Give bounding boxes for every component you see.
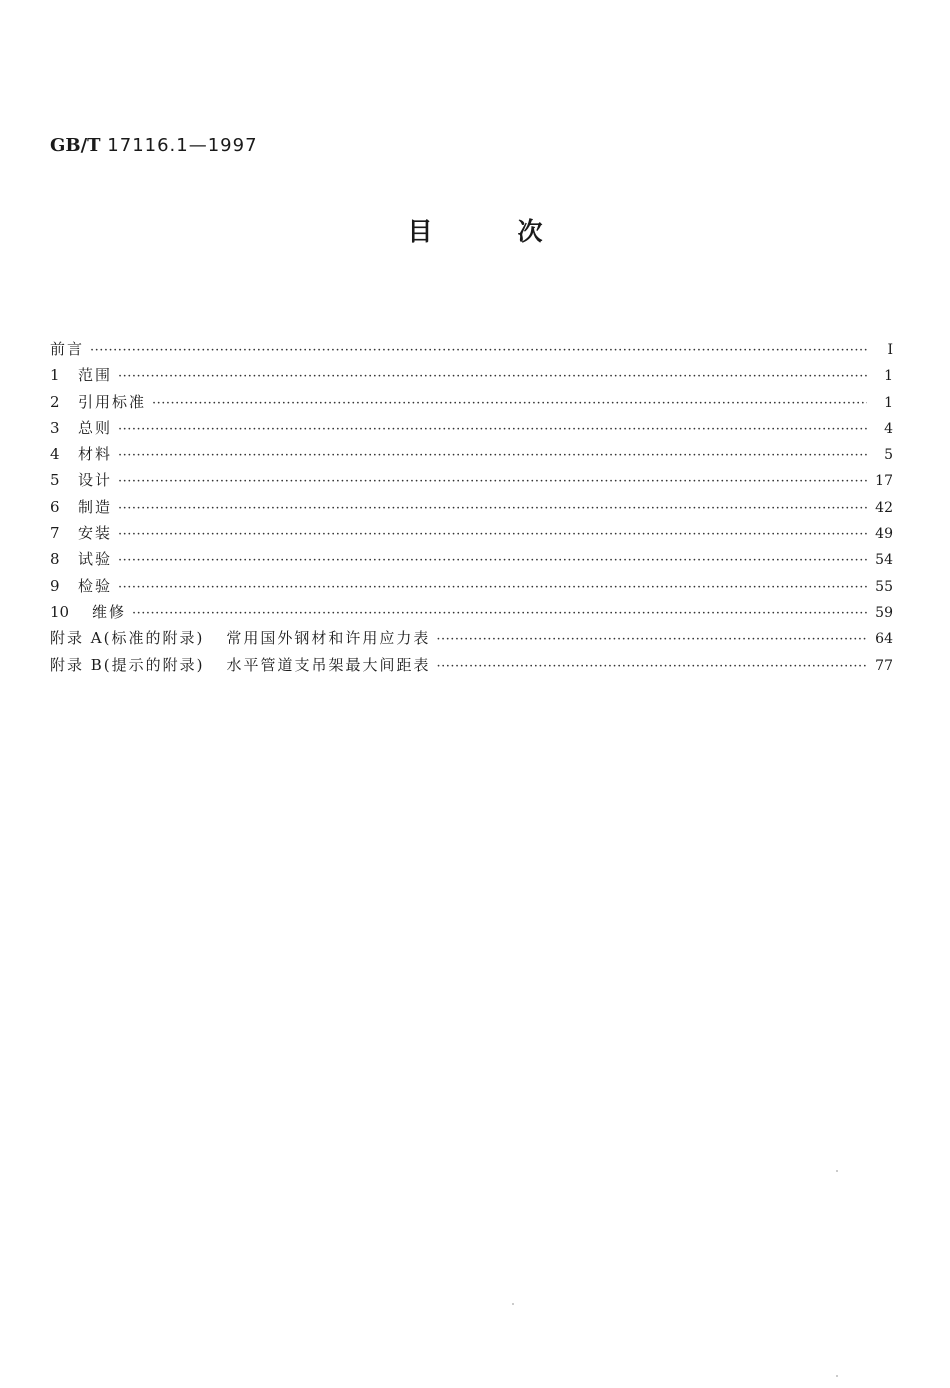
toc-label: 安装: [78, 524, 113, 543]
scan-speck: [836, 1375, 838, 1377]
toc-page: 42: [875, 499, 893, 516]
toc-entry-1[interactable]: [50, 362, 893, 388]
toc-page: 17: [875, 473, 893, 490]
toc-entry-9[interactable]: [50, 573, 893, 599]
toc-number: 10: [50, 602, 70, 621]
toc-page: 4: [884, 420, 893, 437]
toc-leader: [90, 338, 867, 364]
toc-leader: [437, 654, 867, 680]
toc-leader: [436, 627, 867, 653]
toc-label: 附录 A(标准的附录): [50, 629, 205, 648]
toc-number: 3: [50, 418, 60, 437]
toc-label: 前言: [50, 340, 85, 358]
toc-number: 7: [50, 524, 60, 543]
toc-subtitle: 水平管道支吊架最大间距表: [226, 655, 431, 674]
page-title-char-1: 目: [407, 217, 433, 246]
toc-number: 8: [50, 550, 60, 569]
toc-entry-4[interactable]: [50, 441, 893, 467]
toc-page: 77: [875, 657, 893, 674]
scan-speck: [836, 1170, 838, 1172]
toc-number: 5: [50, 471, 60, 490]
toc-entry-3[interactable]: [50, 415, 893, 441]
toc-leader: [118, 469, 867, 495]
toc-label: 维修: [92, 602, 127, 621]
standard-prefix: GB/T: [50, 135, 101, 156]
toc-subtitle: 常用国外钢材和许用应力表: [226, 629, 431, 648]
toc-page: 54: [875, 552, 893, 569]
toc-leader: [118, 364, 867, 390]
standard-number: 17116.1—1997: [107, 135, 258, 156]
toc-label: 引用标准: [78, 392, 147, 411]
toc-number: 1: [50, 366, 60, 385]
toc-leader: [118, 496, 867, 522]
toc-entry-appendix-a[interactable]: [50, 625, 893, 651]
toc-page: I: [887, 342, 893, 358]
toc-page: 5: [884, 447, 893, 464]
toc-label: 附录 B(提示的附录): [50, 655, 205, 674]
toc-leader: [118, 575, 867, 601]
toc-leader: [152, 391, 867, 417]
table-of-contents: [50, 336, 893, 678]
toc-page: 59: [875, 604, 893, 621]
toc-entry-foreword[interactable]: [50, 336, 893, 362]
toc-label: 范围: [78, 366, 113, 385]
toc-entry-10[interactable]: [50, 599, 893, 625]
toc-label: 材料: [78, 445, 113, 464]
toc-entry-appendix-b[interactable]: [50, 652, 893, 678]
toc-leader: [132, 601, 867, 627]
toc-entry-7[interactable]: [50, 520, 893, 546]
page-title-char-2: 次: [517, 217, 543, 246]
toc-label: 总则: [78, 418, 113, 437]
toc-page: 1: [884, 368, 893, 385]
toc-entry-5[interactable]: [50, 467, 893, 493]
toc-label: 设计: [78, 471, 113, 490]
page-title: [0, 212, 950, 248]
toc-number: 2: [50, 392, 60, 411]
toc-page: 49: [875, 526, 893, 543]
toc-number: 6: [50, 497, 60, 516]
toc-leader: [118, 548, 867, 574]
toc-label: 试验: [78, 550, 113, 569]
toc-entry-8[interactable]: [50, 546, 893, 572]
toc-page: 1: [884, 394, 893, 411]
standard-code: [50, 135, 258, 156]
scan-speck: [512, 1303, 514, 1305]
toc-entry-2[interactable]: [50, 389, 893, 415]
toc-number: 4: [50, 445, 60, 464]
toc-label: 检验: [78, 576, 113, 595]
toc-leader: [118, 417, 867, 443]
toc-page: 55: [875, 578, 893, 595]
toc-leader: [118, 522, 867, 548]
toc-page: 64: [875, 631, 893, 648]
toc-label: 制造: [78, 497, 113, 516]
toc-entry-6[interactable]: [50, 494, 893, 520]
toc-number: 9: [50, 576, 60, 595]
toc-leader: [118, 443, 867, 469]
